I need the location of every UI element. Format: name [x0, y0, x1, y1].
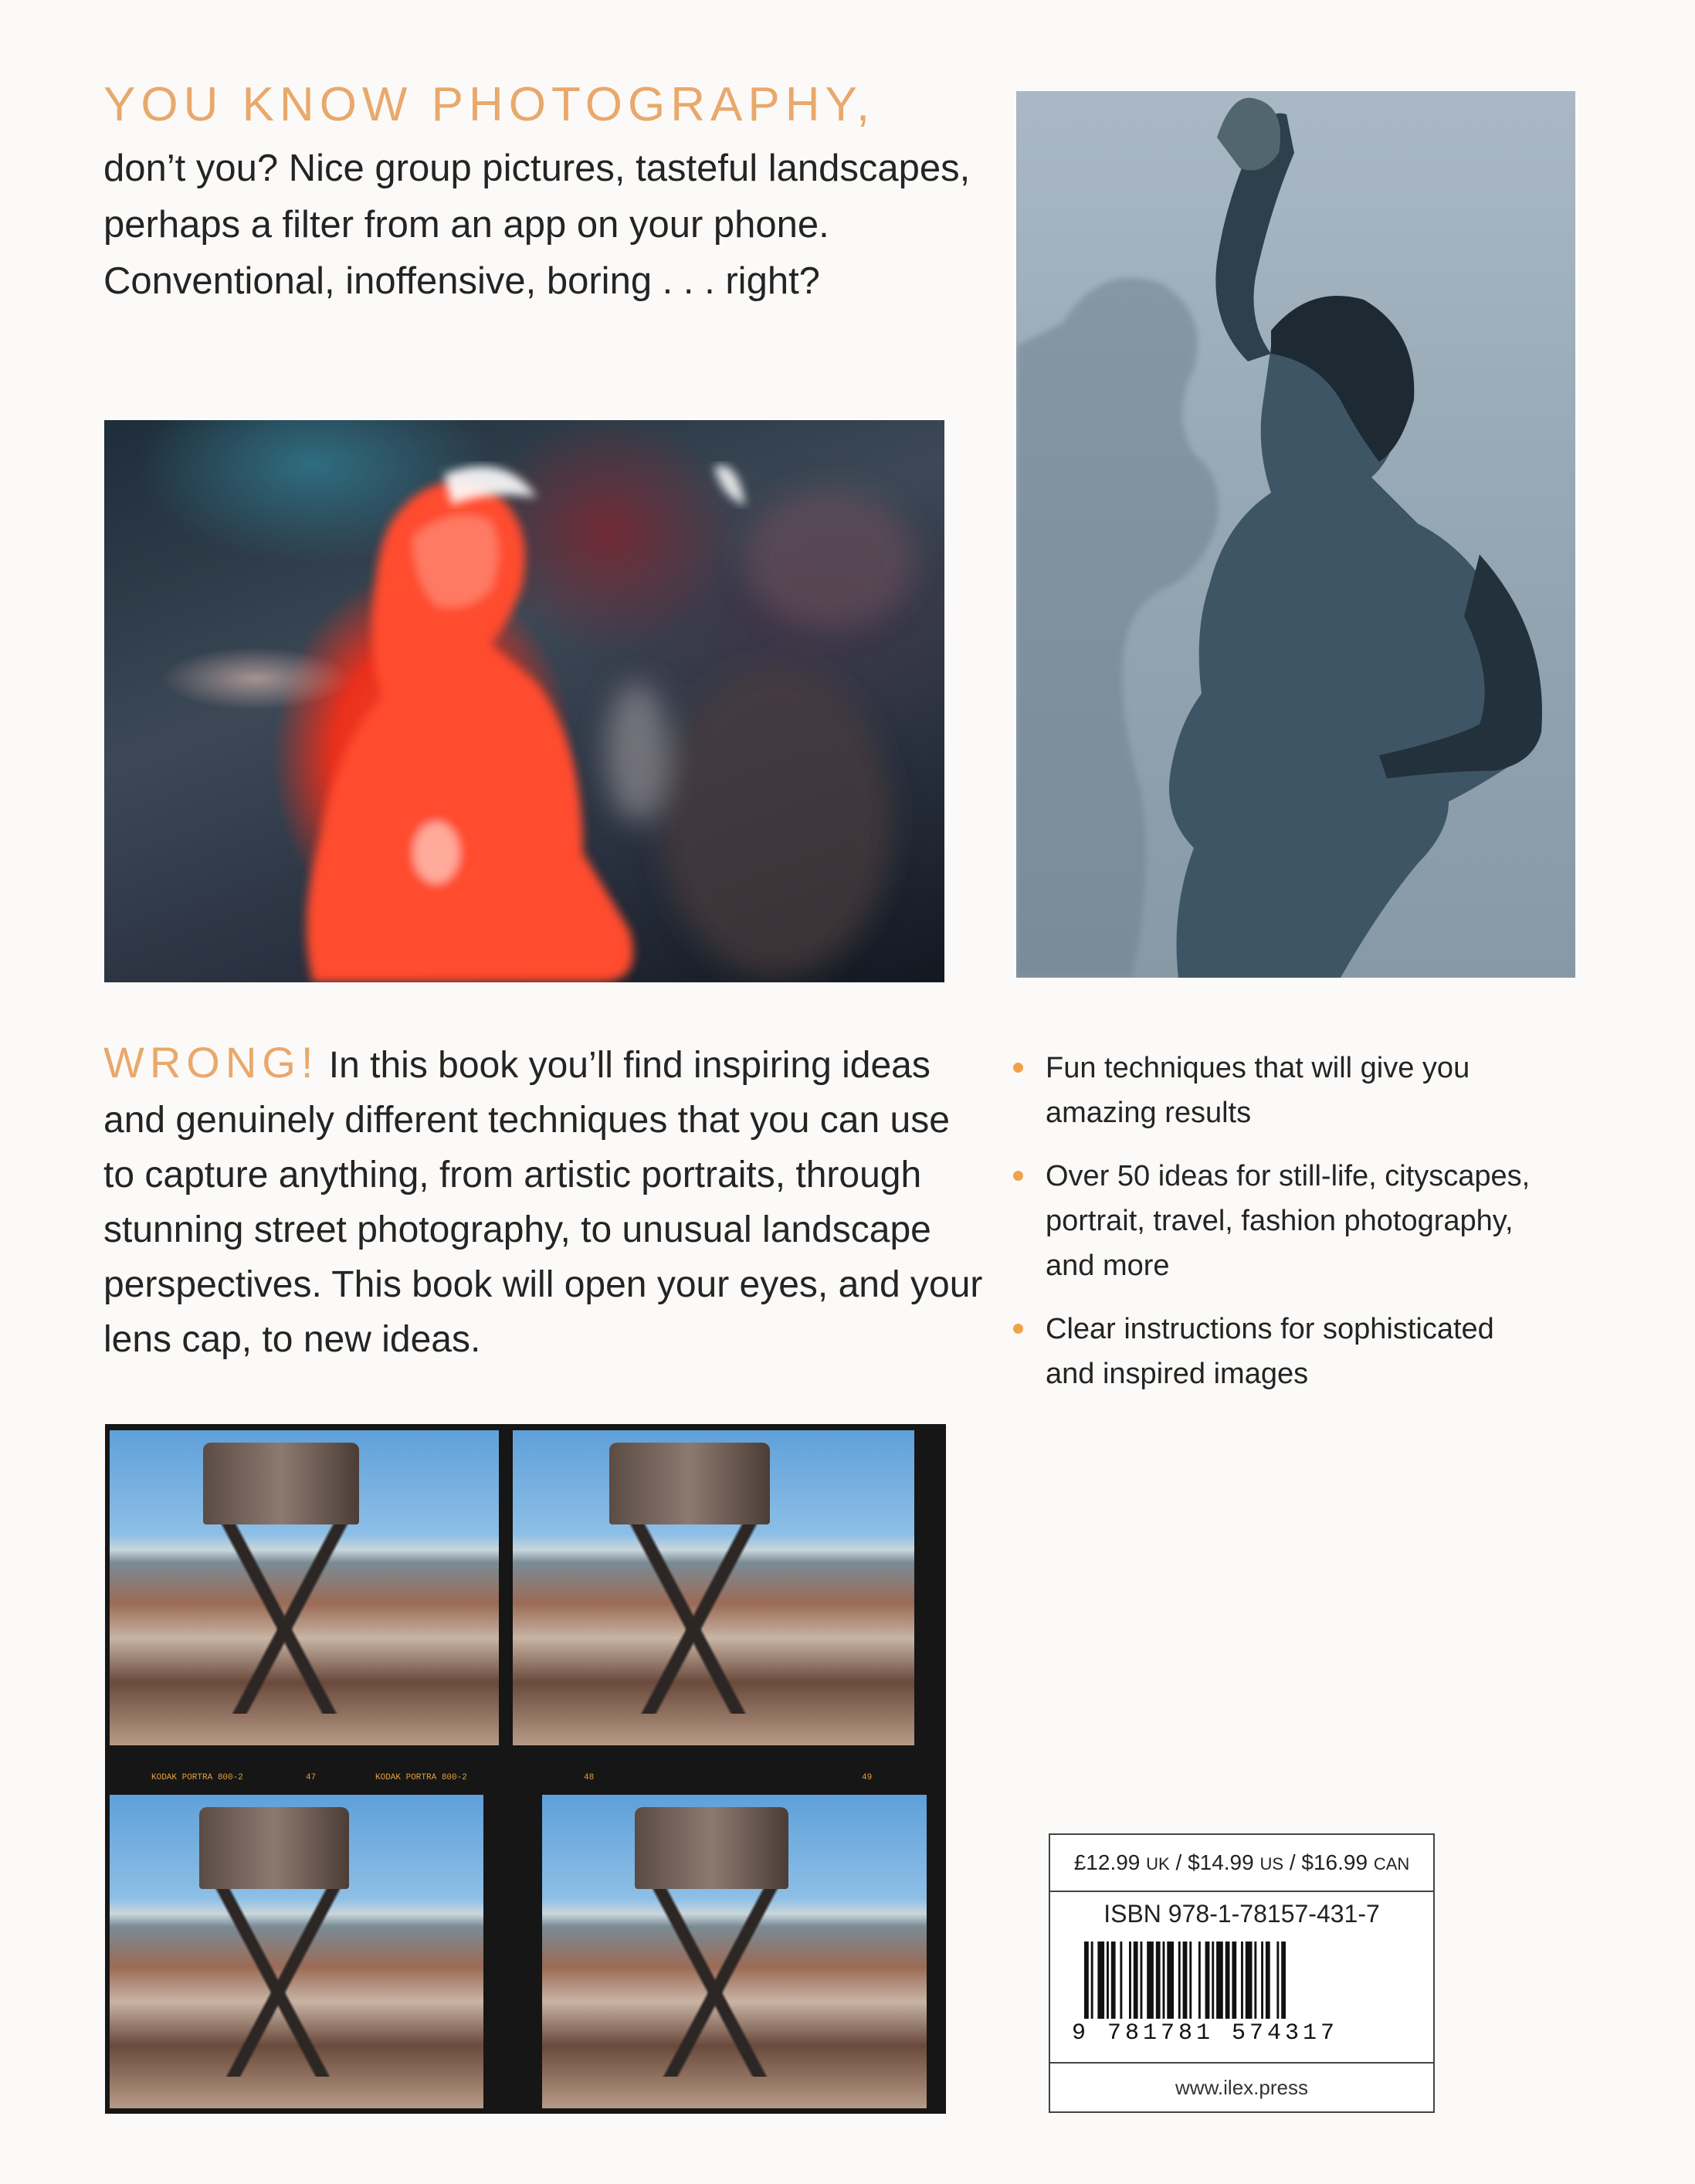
bullet-line: Clear instructions for sophisticated [1046, 1313, 1494, 1345]
intro-line: Conventional, inoffensive, boring . . . right? [103, 260, 820, 302]
price-separator: / [1169, 1850, 1188, 1874]
film-edge-text: KODAK PORTRA 800-2 [151, 1773, 243, 1782]
body-line: lens cap, to new ideas. [103, 1319, 481, 1360]
price-can: $16.99 [1301, 1850, 1368, 1874]
water-tower-tank [199, 1807, 349, 1889]
photo-contact-sheet [105, 1424, 946, 2114]
film-frame [513, 1430, 914, 1745]
barcode-digits: 9 781781 574317 [1072, 2020, 1339, 2047]
water-tower-legs [588, 1889, 842, 2077]
price-barcode-box [1049, 1833, 1435, 2113]
red-portrait-figure [104, 420, 944, 982]
price-can-unit: CAN [1373, 1854, 1410, 1874]
feature-bullets [1010, 1046, 1597, 1415]
price-uk-unit: UK [1146, 1854, 1170, 1874]
price-row [1050, 1835, 1433, 1892]
bullet-dot-icon [1013, 1324, 1023, 1334]
wrong-word: WRONG! [103, 1038, 319, 1087]
headline: YOU KNOW PHOTOGRAPHY, [103, 78, 876, 131]
film-edge-text: KODAK PORTRA 800-2 [375, 1773, 467, 1782]
photo-shadow-portrait [1016, 91, 1575, 978]
body-line: to capture anything, from artistic portraits, through [103, 1155, 922, 1195]
price-us-unit: US [1259, 1854, 1284, 1874]
water-tower-tank [609, 1443, 770, 1524]
film-frame-number: 49 [862, 1773, 873, 1782]
bullet-item [1010, 1307, 1597, 1396]
body-line: perspectives. This book will open your eyes, and your [103, 1264, 983, 1305]
shadow-portrait-figure [1016, 91, 1575, 978]
bullet-item [1010, 1154, 1597, 1288]
body-line: stunning street photography, to unusual landscape [103, 1209, 931, 1250]
bullet-line: and inspired images [1046, 1358, 1309, 1390]
bullet-dot-icon [1013, 1171, 1023, 1181]
bullet-dot-icon [1013, 1063, 1023, 1073]
body-line-text: In this book you’ll find inspiring ideas [328, 1045, 931, 1086]
water-tower-legs [561, 1524, 825, 1714]
bullet-line: amazing results [1046, 1097, 1252, 1129]
water-tower-legs [154, 1889, 401, 2077]
body-paragraph [103, 1035, 983, 1367]
price-us: $14.99 [1188, 1850, 1254, 1874]
water-tower-tank [635, 1807, 788, 1889]
bullet-line: Fun techniques that will give you [1046, 1052, 1470, 1084]
intro-paragraph [103, 141, 971, 310]
film-frame-number: 48 [584, 1773, 595, 1782]
film-frame [110, 1430, 499, 1745]
film-frame [542, 1795, 927, 2108]
bullet-item [1010, 1046, 1597, 1135]
bullet-line: portrait, travel, fashion photography, [1046, 1205, 1514, 1237]
price-separator: / [1283, 1850, 1302, 1874]
isbn-text: ISBN 978-1-78157-431-7 [1103, 1900, 1380, 1928]
film-frame [110, 1795, 483, 2108]
barcode-icon [1076, 1942, 1409, 2026]
bullet-line: and more [1046, 1250, 1170, 1282]
intro-line: don’t you? Nice group pictures, tasteful landscapes, [103, 148, 971, 189]
body-line: and genuinely different techniques that you can use [103, 1100, 950, 1141]
price-uk: £12.99 [1073, 1850, 1141, 1874]
photo-red-portrait [104, 420, 944, 982]
water-tower-legs [156, 1524, 413, 1714]
film-frame-number: 47 [306, 1773, 317, 1782]
bullet-line: Over 50 ideas for still-life, cityscapes, [1046, 1160, 1531, 1192]
body-line [103, 1035, 968, 1093]
intro-line: perhaps a filter from an app on your phone. [103, 204, 829, 246]
water-tower-tank [203, 1443, 359, 1524]
publisher-website: www.ilex.press [1050, 2062, 1433, 2111]
